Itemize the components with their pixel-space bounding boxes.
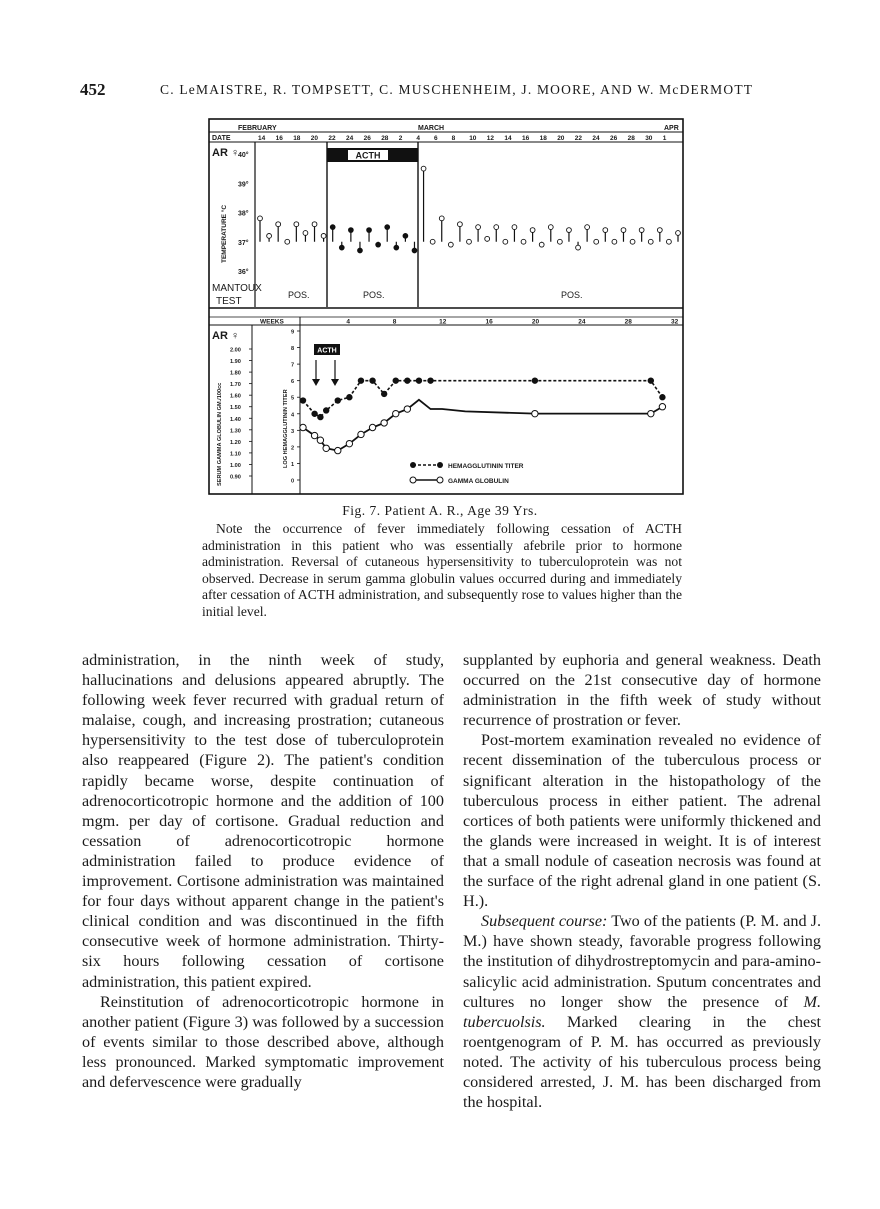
- page-number: 452: [80, 80, 106, 99]
- date-tick-9: 4: [416, 135, 421, 142]
- temp-point-20: [439, 216, 444, 221]
- hemagglutinin-point-17: [648, 377, 654, 383]
- temp-point-12: [367, 228, 372, 233]
- mantoux-label-test: TEST: [216, 296, 242, 307]
- temp-point-6: [312, 222, 317, 227]
- titer-tick-7: 7: [291, 362, 295, 369]
- organism-name: M. tubercuolsis.: [463, 992, 821, 1031]
- date-label: DATE: [212, 135, 231, 142]
- mantoux-result-post: POS.: [561, 290, 583, 300]
- hemagglutinin-point-18: [659, 394, 665, 400]
- temp-point-7: [321, 234, 326, 239]
- date-tick-3: 20: [310, 135, 319, 142]
- week-tick-24: 24: [578, 318, 586, 326]
- titer-axis-label: LOG HEMAGGLUTININ TITER: [283, 389, 289, 468]
- running-header: [80, 80, 800, 104]
- date-tick-12: 10: [469, 135, 477, 142]
- right-paragraph-3: [463, 911, 821, 1112]
- acth-bar-label: ACTH: [355, 150, 381, 161]
- temp-point-42: [639, 228, 644, 233]
- body-column-right: [463, 650, 821, 1112]
- temp-point-14: [385, 225, 390, 230]
- hemagglutinin-point-5: [346, 394, 352, 400]
- temp-tick-2: 38°: [238, 210, 249, 218]
- gamma-point-1: [311, 432, 317, 438]
- week-tick-12: 12: [439, 318, 447, 326]
- temp-point-31: [539, 242, 544, 247]
- temp-point-1: [267, 234, 272, 239]
- gamma-tick-10: 1.00: [230, 462, 241, 469]
- gamma-tick-6: 1.40: [230, 416, 241, 423]
- week-tick-16: 16: [485, 318, 493, 326]
- figure-frame: [209, 119, 683, 494]
- temp-tick-4: 36°: [238, 269, 249, 276]
- month-label-april: APR: [664, 125, 679, 132]
- temp-point-11: [358, 248, 363, 253]
- bottom-acth-label: ACTH: [317, 347, 337, 355]
- subsequent-course-heading: Subsequent course:: [481, 912, 608, 931]
- week-tick-32: 32: [671, 318, 679, 326]
- temp-point-36: [585, 225, 590, 230]
- temp-point-0: [258, 216, 263, 221]
- temp-point-5: [303, 231, 308, 236]
- month-label-february: FEBRUARY: [238, 125, 277, 132]
- temp-point-8: [330, 225, 335, 230]
- titer-tick-5: 5: [291, 395, 295, 402]
- temp-point-27: [503, 239, 508, 244]
- gamma-point-7: [369, 424, 375, 430]
- temperature-axis-label: TEMPERATURE °C: [221, 204, 228, 263]
- temp-point-13: [376, 242, 381, 247]
- temp-point-41: [630, 239, 635, 244]
- acth-end-arrow: [331, 360, 339, 386]
- temp-point-39: [612, 239, 617, 244]
- gamma-tick-4: 1.60: [230, 393, 241, 400]
- gamma-point-6: [358, 431, 364, 437]
- temp-point-45: [667, 239, 672, 244]
- temp-point-2: [276, 222, 281, 227]
- temp-point-29: [521, 239, 526, 244]
- running-head-authors: C. LeMAISTRE, R. TOMPSETT, C. MUSCHENHEIM, J. MOORE, AND W. McDERMOTT: [160, 82, 754, 97]
- temp-point-30: [530, 228, 535, 233]
- subsequent-course-tail: Marked clearing in the chest roentgenogram of P. M. has occurred as previously noted. The activity of his tuberculous process being considered arrested, J. M. has been discharged from the hospital.: [463, 1012, 821, 1112]
- date-tick-2: 18: [293, 135, 301, 142]
- gamma-tick-0: 2.00: [230, 347, 241, 354]
- gamma-point-9: [393, 410, 399, 416]
- titer-tick-1: 1: [291, 461, 295, 468]
- week-tick-28: 28: [624, 318, 632, 326]
- gamma-axis-label: SERUM GAMMA GLOBULIN GM./100cc: [217, 382, 223, 486]
- gamma-point-8: [381, 420, 387, 426]
- temp-point-38: [603, 228, 608, 233]
- gamma-point-0: [300, 424, 306, 430]
- temp-point-25: [485, 236, 490, 241]
- gamma-point-5: [346, 440, 352, 446]
- temp-tick-1: 39°: [238, 181, 249, 189]
- legend-gamma-globulin: [410, 477, 509, 485]
- temp-point-3: [285, 239, 290, 244]
- hemagglutinin-point-10: [404, 377, 410, 383]
- temp-point-9: [339, 245, 344, 250]
- temp-point-32: [548, 225, 553, 230]
- date-tick-5: 24: [346, 135, 354, 142]
- date-tick-11: 8: [451, 135, 456, 142]
- temp-point-21: [448, 242, 453, 247]
- date-tick-13: 12: [486, 135, 495, 142]
- date-tick-6: 26: [363, 135, 371, 142]
- gamma-tick-3: 1.70: [230, 382, 241, 389]
- temp-tick-0: 40°: [238, 152, 249, 159]
- date-tick-7: 28: [381, 135, 389, 142]
- left-paragraph-2: Reinstitution of adrenocorticotropic hormone in another patient (Figure 3) was followed by a succession of events similar to those described above, although less pronounced. Marked symptomatic improvement and defervescence were gradually: [82, 992, 444, 1091]
- gamma-point-3: [323, 445, 329, 451]
- titer-tick-8: 8: [291, 346, 295, 353]
- temp-point-24: [476, 225, 481, 230]
- gamma-point-15: [532, 410, 538, 416]
- legend: [410, 462, 524, 485]
- temp-point-43: [648, 239, 653, 244]
- mantoux-result-acth: POS.: [363, 290, 385, 300]
- mantoux-result-pre: POS.: [288, 290, 310, 300]
- temp-point-35: [576, 245, 581, 250]
- hemagglutinin-point-8: [381, 391, 387, 397]
- temp-point-23: [467, 239, 472, 244]
- legend-hemagglutinin-label: HEMAGGLUTININ TITER: [448, 463, 524, 470]
- date-tick-4: 22: [328, 135, 336, 142]
- temp-point-15: [394, 245, 399, 250]
- gamma-tick-11: 0.90: [230, 474, 241, 481]
- titer-tick-0: 0: [291, 478, 295, 485]
- date-tick-8: 2: [398, 135, 403, 142]
- legend-hemagglutinin: [410, 462, 524, 470]
- gamma-point-18: [659, 404, 665, 410]
- titer-tick-4: 4: [291, 412, 295, 419]
- date-tick-16: 18: [539, 135, 547, 142]
- temp-point-4: [294, 222, 299, 227]
- gamma-tick-7: 1.30: [230, 428, 241, 435]
- hemagglutinin-point-12: [427, 377, 433, 383]
- weeks-label: WEEKS: [260, 318, 284, 326]
- temp-point-16: [403, 234, 408, 239]
- figure-caption-title: Fig. 7. Patient A. R., Age 39 Yrs.: [342, 503, 538, 518]
- acth-start-arrow: [312, 360, 320, 386]
- date-tick-10: 6: [434, 135, 438, 142]
- titer-tick-3: 3: [291, 428, 295, 435]
- right-paragraph-1: supplanted by euphoria and general weakness. Death occurred on the 21st consecutive day of hormone administration in the fifth week of study without recurrence of prostration or fever.: [463, 651, 821, 730]
- figure-chart: [208, 118, 684, 496]
- body-column-left: [82, 650, 444, 1092]
- temp-point-46: [676, 231, 681, 236]
- titer-tick-labels: [291, 330, 300, 485]
- hemagglutinin-point-11: [416, 377, 422, 383]
- left-paragraph-1: administration, in the ninth week of study, hallucinations and delusions appeared abruptly. The following week fever recurred with gradual return of malaise, cough, and increasing prostration; cutaneous hypersensitivity to the test dose of tuberculoprotein also reappeared (Figure 2). The patient's condition rapidly became worse, despite continuation of adrenocorticotropic hormone and the addition of 100 mgm. per day of cortisone. Gradual reduction and cessation of adrenocorticotropic hormone administration failed to produce evidence of improvement. Cortisone administration was maintained for four days without apparent change in the patient's clinical condition and was discontinued in the fifth consecutive week of hormone administration. Thirty-six hours following cessation of cortisone administration, this patient expired.: [82, 651, 444, 991]
- date-tick-17: 20: [557, 135, 565, 142]
- gamma-tick-1: 1.90: [230, 359, 241, 366]
- temp-point-26: [494, 225, 499, 230]
- hemagglutinin-point-1: [311, 411, 317, 417]
- hemagglutinin-point-7: [369, 377, 375, 383]
- top-patient-label: AR ♀: [212, 147, 240, 159]
- hemagglutinin-point-4: [335, 397, 341, 403]
- temperature-tick-labels: [238, 151, 249, 276]
- titer-tick-9: 9: [291, 329, 295, 336]
- hemagglutinin-point-15: [532, 377, 538, 383]
- date-tick-14: 14: [504, 135, 512, 142]
- temp-point-40: [621, 228, 626, 233]
- hemagglutinin-point-0: [300, 397, 306, 403]
- gamma-tick-labels: [230, 348, 252, 481]
- date-tick-23: 1: [662, 135, 667, 142]
- date-tick-21: 28: [627, 135, 635, 142]
- mantoux-label: MANTOUX: [212, 283, 262, 294]
- gamma-point-4: [335, 447, 341, 453]
- temp-point-44: [657, 228, 662, 233]
- temp-point-33: [557, 239, 562, 244]
- gamma-tick-5: 1.50: [230, 405, 241, 412]
- date-tick-1: 16: [275, 135, 283, 142]
- temp-tick-3: 37°: [238, 239, 249, 247]
- gamma-point-17: [648, 410, 654, 416]
- month-label-march: MARCH: [418, 125, 445, 132]
- gamma-tick-9: 1.10: [230, 451, 241, 458]
- gamma-point-2: [317, 437, 323, 443]
- subsequent-course-text: Two of the patients (P. M. and J. M.) have shown steady, favorable progress following the institution of dihydrostreptomycin and para-amino-salicylic acid administration. Sputum concentrates and cultures no longer show the presence of: [463, 912, 821, 1011]
- legend-gamma-label: GAMMA GLOBULIN: [448, 478, 509, 485]
- week-tick-labels: [346, 319, 678, 326]
- gamma-tick-8: 1.20: [230, 439, 241, 446]
- temperature-chart: [258, 166, 681, 253]
- figure-caption-text: Note the occurrence of fever immediately following cessation of ACTH administration in this patient who was essentially afebrile prior to hormone administration. Reversal of cutaneous hypersensitivity to tuberculoprotein was not observed. Decrease in serum gamma globulin values occurred during and immediately after cessation of ACTH administration, and subsequently rose to values higher than the initial level.: [202, 521, 682, 619]
- hemagglutinin-point-2: [317, 414, 323, 420]
- temp-point-37: [594, 239, 599, 244]
- temp-point-22: [458, 222, 463, 227]
- gamma-globulin-line: [303, 400, 662, 451]
- temp-point-18: [421, 166, 426, 171]
- date-tick-15: 16: [522, 135, 530, 142]
- date-tick-19: 24: [592, 135, 600, 142]
- week-tick-8: 8: [392, 318, 397, 326]
- gamma-tick-2: 1.80: [230, 370, 241, 377]
- week-tick-4: 4: [346, 318, 350, 326]
- bottom-patient-label: AR ♀: [212, 330, 240, 342]
- date-tick-18: 22: [574, 135, 583, 142]
- right-paragraph-2: Post-mortem examination revealed no evidence of recent dissemination of the tuberculous process or significant alteration in the histopathology of the tuberculous process in either patient. The adrenal cortices of both patients were uniformly thickened and the glands were increased in weight. It is of interest that a small nodule of caseation necrosis was found at the surface of the right adrenal gland in one patient (S. H.).: [463, 731, 821, 911]
- temp-point-19: [430, 239, 435, 244]
- temp-point-34: [567, 228, 572, 233]
- titer-tick-6: 6: [291, 379, 295, 386]
- figure-7: [208, 118, 684, 496]
- date-tick-20: 26: [610, 135, 618, 142]
- hemagglutinin-point-3: [323, 407, 329, 413]
- date-tick-labels: [258, 135, 667, 142]
- temp-point-17: [412, 248, 417, 253]
- temp-point-10: [348, 228, 353, 233]
- gamma-point-10: [404, 406, 410, 412]
- hemagglutinin-point-6: [358, 377, 364, 383]
- date-tick-0: 14: [258, 135, 266, 142]
- week-tick-20: 20: [531, 318, 540, 326]
- date-tick-22: 30: [645, 135, 653, 142]
- temp-point-28: [512, 225, 517, 230]
- bottom-chart-series: [300, 377, 666, 453]
- titer-tick-2: 2: [291, 445, 295, 452]
- hemagglutinin-point-9: [393, 377, 399, 383]
